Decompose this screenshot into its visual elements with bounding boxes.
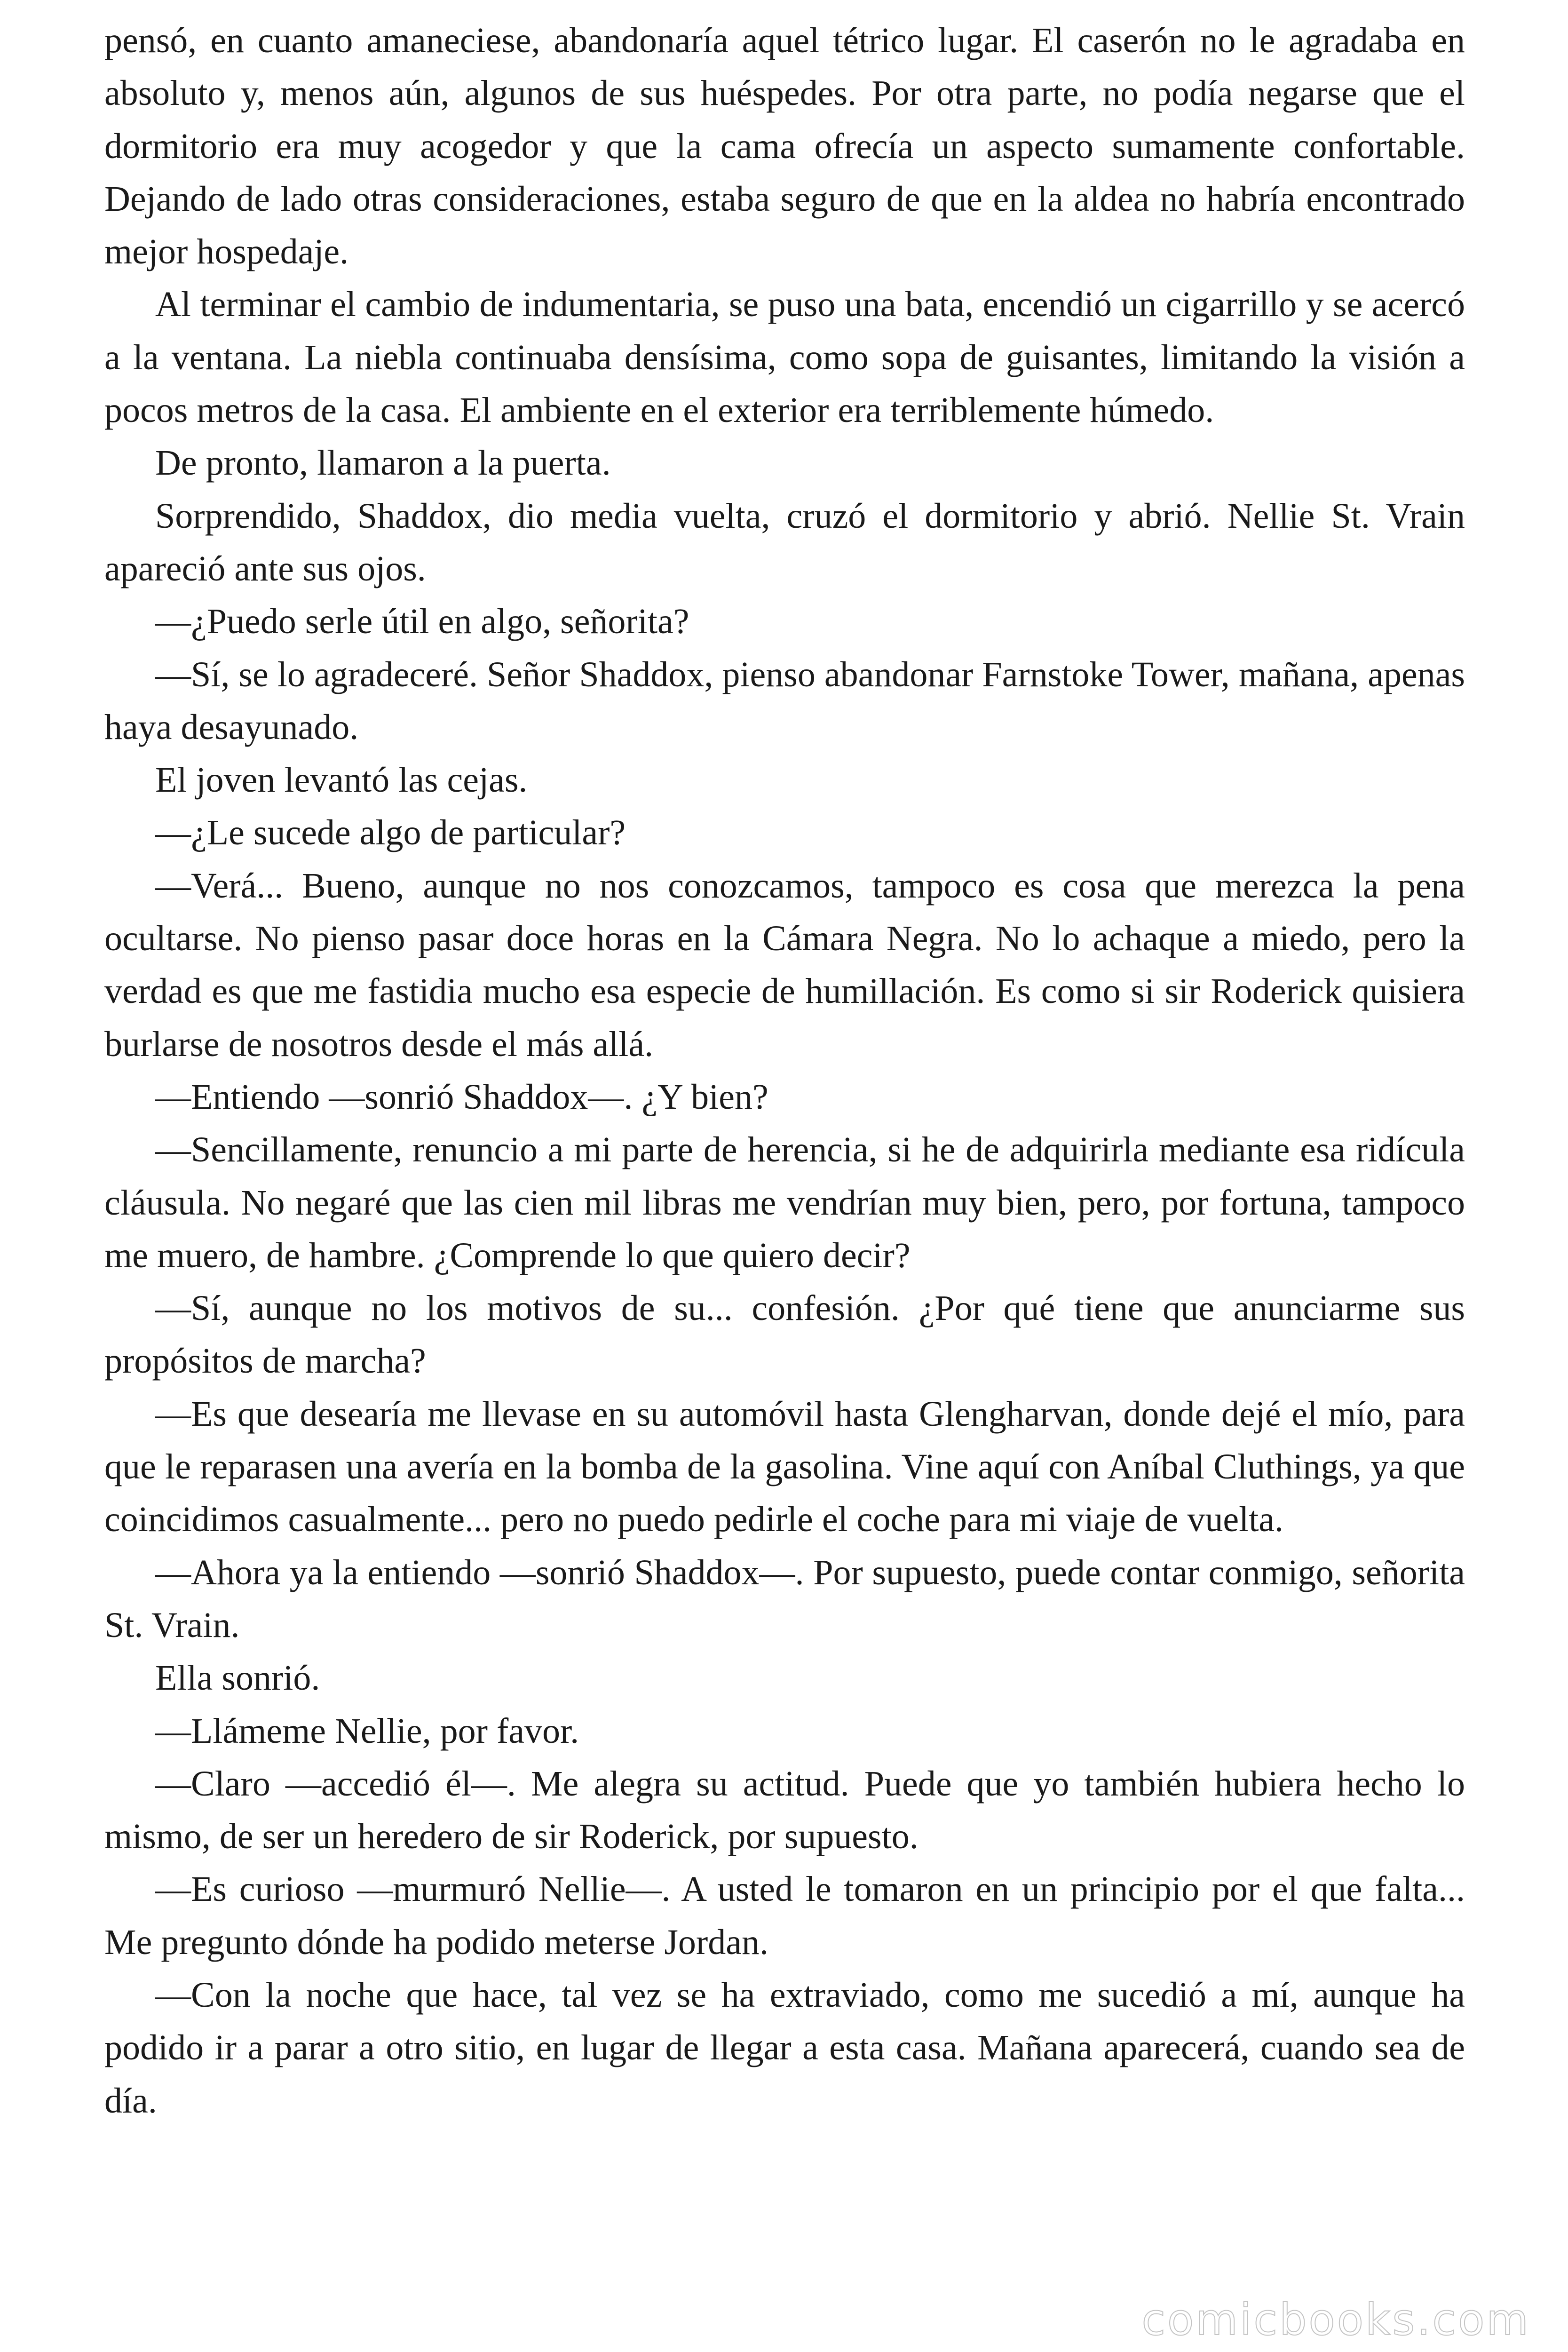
watermark: comicbooks.com (1141, 2295, 1530, 2345)
dialogue-line: —Es curioso —murmuró Nellie—. A usted le tomaron en un principio por el que falta... Me pregunto dónde ha podido meterse Jordan. (104, 1869, 1465, 1962)
dialogue-line: —Verá... Bueno, aunque no nos conozcamos, tampoco es cosa que merezca la pena ocultarse. No pienso pasar doce horas en la Cámara Negra. No lo achaque a miedo, pero la verdad es que me fastidia mucho esa especie de humillación. Es como si sir Roderick quisiera burlarse de nosotros desde el más allá. (104, 866, 1465, 1064)
dialogue-line: —Llámeme Nellie, por favor. (155, 1711, 579, 1751)
dialogue-line: —Entiendo —sonrió Shaddox—. ¿Y bien? (155, 1077, 768, 1117)
dialogue-line: —¿Le sucede algo de particular? (155, 813, 626, 853)
paragraph: El joven levantó las cejas. (155, 760, 528, 800)
paragraph: Al terminar el cambio de indumentaria, se puso una bata, encendió un cigarrillo y se acercó a la ventana. La niebla continuaba densísima, como sopa de guisantes, limitando la visión a pocos metros de la casa. El ambiente en el exterior era terriblemente húmedo. (104, 285, 1465, 430)
dialogue-line: —Sí, aunque no los motivos de su... confesión. ¿Por qué tiene que anunciarme sus propósitos de marcha? (104, 1288, 1465, 1381)
paragraph: De pronto, llamaron a la puerta. (155, 443, 611, 483)
dialogue-line: —Con la noche que hace, tal vez se ha extraviado, como me sucedió a mí, aunque ha podido ir a parar a otro sitio, en lugar de llegar a esta casa. Mañana aparecerá, cuando sea de día. (104, 1975, 1465, 2121)
paragraph-continuation: pensó, en cuanto amaneciese, abandonaría aquel tétrico lugar. El caserón no le agradaba en absoluto y, menos aún, algunos de sus huéspedes. Por otra parte, no podía negarse que el dormitorio era muy acogedor y que la cama ofrecía un aspecto sumamente confortable. Dejando de lado otras consideraciones, estaba seguro de que en la aldea no habría encontrado mejor hospedaje. (104, 21, 1465, 272)
dialogue-line: —Claro —accedió él—. Me alegra su actitud. Puede que yo también hubiera hecho lo mismo, de ser un heredero de sir Roderick, por supuesto. (104, 1764, 1465, 1857)
dialogue-line: —Sí, se lo agradeceré. Señor Shaddox, pienso abandonar Farnstoke Tower, mañana, apenas haya desayunado. (104, 654, 1465, 747)
dialogue-line: —Ahora ya la entiendo —sonrió Shaddox—. Por supuesto, puede contar conmigo, señorita St. Vrain. (104, 1552, 1465, 1645)
dialogue-line: —Sencillamente, renuncio a mi parte de herencia, si he de adquirirla mediante esa ridícula cláusula. No negaré que las cien mil libras me vendrían muy bien, pero, por fortuna, tampoco me muero, de hambre. ¿Comprende lo que quiero decir? (104, 1130, 1465, 1275)
paragraph: Ella sonrió. (155, 1658, 320, 1698)
paragraph: Sorprendido, Shaddox, dio media vuelta, cruzó el dormitorio y abrió. Nellie St. Vrain apareció ante sus ojos. (104, 496, 1465, 588)
dialogue-line: —Es que desearía me llevase en su automóvil hasta Glengharvan, donde dejé el mío, para que le reparasen una avería en la bomba de la gasolina. Vine aquí con Aníbal Cluthings, ya que coincidimos casualmente... pero no puedo pedirle el coche para mi viaje de vuelta. (104, 1394, 1465, 1540)
page-body (104, 14, 1465, 2127)
dialogue-line: —¿Puedo serle útil en algo, señorita? (155, 602, 689, 642)
